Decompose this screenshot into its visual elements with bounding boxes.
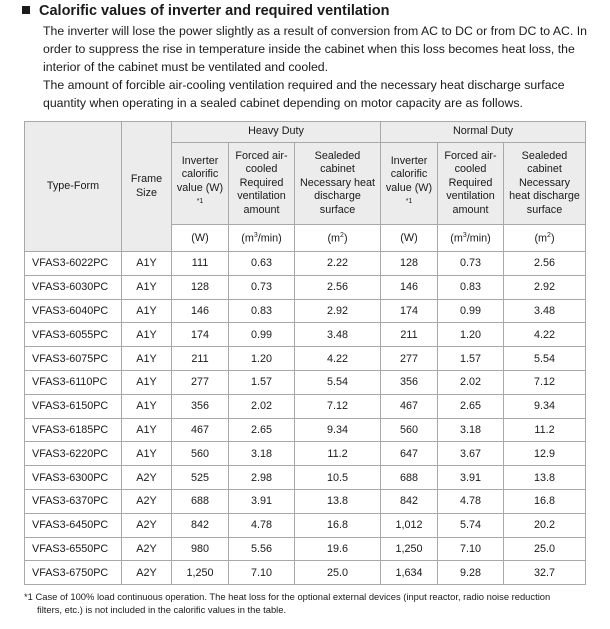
cell-hd-forced-air: 2.98 [229,466,295,490]
cell-nd-forced-air: 0.73 [438,252,504,276]
cell-frame-size: A2Y [122,466,172,490]
cell-nd-forced-air: 3.67 [438,442,504,466]
cell-frame-size: A1Y [122,370,172,394]
intro-paragraph: The inverter will lose the power slightly as a result of conversion from AC to DC or from DC to AC. In order to suppress the rise in temperature inside the cabinet when this loss becomes heat loss, the interior of the cabinet must be ventilated and cooled. [43,24,587,74]
cell-frame-size: A1Y [122,323,172,347]
table-row [25,275,586,299]
cell-frame-size: A1Y [122,442,172,466]
cell-hd-forced-air: 4.78 [229,513,295,537]
cell-nd-sealed-surface: 25.0 [504,537,586,561]
cell-hd-sealed-surface: 2.22 [295,252,381,276]
cell-nd-sealed-surface: 32.7 [504,561,586,585]
cell-nd-sealed-surface: 3.48 [504,299,586,323]
cell-frame-size: A2Y [122,489,172,513]
cell-hd-sealed-surface: 19.6 [295,537,381,561]
cell-type-form: VFAS3-6370PC [25,489,122,513]
cell-type-form: VFAS3-6022PC [25,252,122,276]
cell-frame-size: A1Y [122,299,172,323]
cell-frame-size: A2Y [122,513,172,537]
cell-nd-sealed-surface: 7.12 [504,370,586,394]
heading-text: Calorific values of inverter and required ventilation [39,3,390,19]
cell-hd-calorific: 174 [172,323,229,347]
cell-hd-sealed-surface: 5.54 [295,370,381,394]
cell-hd-forced-air: 1.57 [229,370,295,394]
cell-nd-sealed-surface: 5.54 [504,347,586,371]
cell-frame-size: A1Y [122,347,172,371]
header-hd-forced-air: Forced air-cooled Required ventilation amount [229,143,295,225]
cell-nd-sealed-surface: 13.8 [504,466,586,490]
cell-nd-calorific: 688 [381,466,438,490]
cell-nd-forced-air: 2.65 [438,394,504,418]
cell-hd-forced-air: 0.63 [229,252,295,276]
table-row [25,442,586,466]
header-nd-forced-air: Forced air-cooled Required ventilation amount [438,143,504,225]
table-row [25,537,586,561]
cell-nd-calorific: 174 [381,299,438,323]
cell-nd-calorific: 146 [381,275,438,299]
header-normal-duty: Normal Duty [381,122,586,143]
cell-nd-sealed-surface: 2.92 [504,275,586,299]
cell-nd-sealed-surface: 16.8 [504,489,586,513]
cell-hd-forced-air: 3.91 [229,489,295,513]
table-row [25,370,586,394]
cell-nd-sealed-surface: 2.56 [504,252,586,276]
cell-hd-sealed-surface: 16.8 [295,513,381,537]
header-frame-size: Frame Size [122,122,172,252]
cell-frame-size: A1Y [122,394,172,418]
table-row [25,489,586,513]
cell-hd-forced-air: 7.10 [229,561,295,585]
cell-type-form: VFAS3-6550PC [25,537,122,561]
cell-nd-sealed-surface: 12.9 [504,442,586,466]
calorific-table [24,121,586,585]
cell-nd-calorific: 128 [381,252,438,276]
square-bullet-icon [22,6,30,14]
footnote-marker: *1 [405,198,413,206]
unit-hd-w: (W) [172,225,229,252]
cell-nd-forced-air: 1.20 [438,323,504,347]
cell-nd-sealed-surface: 20.2 [504,513,586,537]
cell-hd-sealed-surface: 2.56 [295,275,381,299]
cell-hd-sealed-surface: 3.48 [295,323,381,347]
cell-nd-forced-air: 9.28 [438,561,504,585]
cell-frame-size: A2Y [122,537,172,561]
cell-hd-forced-air: 5.56 [229,537,295,561]
unit-hd-m3: $(m^3/\min)$ [229,225,295,252]
header-hd-calorific [172,143,229,225]
cell-nd-forced-air: 5.74 [438,513,504,537]
cell-hd-sealed-surface: 7.12 [295,394,381,418]
cell-nd-forced-air: 3.91 [438,466,504,490]
cell-frame-size: A1Y [122,418,172,442]
table-row [25,466,586,490]
cell-nd-sealed-surface: 4.22 [504,323,586,347]
cell-type-form: VFAS3-6300PC [25,466,122,490]
cell-hd-calorific: 111 [172,252,229,276]
cell-frame-size: A2Y [122,561,172,585]
cell-hd-calorific: 1,250 [172,561,229,585]
cell-hd-calorific: 980 [172,537,229,561]
cell-hd-forced-air: 3.18 [229,442,295,466]
cell-hd-sealed-surface: 13.8 [295,489,381,513]
table-row [25,513,586,537]
cell-nd-forced-air: 3.18 [438,418,504,442]
cell-nd-forced-air: 1.57 [438,347,504,371]
cell-type-form: VFAS3-6040PC [25,299,122,323]
table-row [25,561,586,585]
header-hd-calorific-label: Inverter calorific value (W) [176,154,224,194]
table-row [25,394,586,418]
cell-type-form: VFAS3-6185PC [25,418,122,442]
header-nd-sealed-cabinet: Sealeded cabinet Necessary heat discharge surface [504,143,586,225]
cell-nd-calorific: 356 [381,370,438,394]
footnote-marker: *1 [196,198,204,206]
header-hd-sealed-cabinet: Sealeded cabinet Necessary heat discharge surface [295,143,381,225]
cell-hd-sealed-surface: 2.92 [295,299,381,323]
cell-hd-forced-air: 0.83 [229,299,295,323]
unit-nd-m3: $(m^3/\min)$ [438,225,504,252]
cell-nd-calorific: 467 [381,394,438,418]
cell-hd-calorific: 356 [172,394,229,418]
cell-frame-size: A1Y [122,252,172,276]
cell-hd-calorific: 211 [172,347,229,371]
table-row [25,418,586,442]
cell-hd-calorific: 688 [172,489,229,513]
cell-hd-sealed-surface: 9.34 [295,418,381,442]
table-row [25,347,586,371]
header-heavy-duty: Heavy Duty [172,122,381,143]
cell-hd-sealed-surface: 25.0 [295,561,381,585]
header-type-form: Type-Form [25,122,122,252]
cell-type-form: VFAS3-6220PC [25,442,122,466]
cell-nd-forced-air: 4.78 [438,489,504,513]
cell-nd-calorific: 1,634 [381,561,438,585]
header-nd-calorific [381,143,438,225]
table-row [25,252,586,276]
cell-hd-calorific: 467 [172,418,229,442]
unit-nd-m2: $(m^2)$ [504,225,586,252]
cell-hd-sealed-surface: 11.2 [295,442,381,466]
cell-frame-size: A1Y [122,275,172,299]
unit-nd-w: (W) [381,225,438,252]
header-nd-calorific-label: Inverter calorific value (W) [385,154,433,194]
table-row [25,323,586,347]
cell-nd-calorific: 647 [381,442,438,466]
cell-type-form: VFAS3-6750PC [25,561,122,585]
ventilation-paragraph: The amount of forcible air-cooling ventilation required and the necessary heat discharge surface quantity when operating in a sealed cabinet depending on motor capacity are as follows. [43,78,565,110]
cell-type-form: VFAS3-6030PC [25,275,122,299]
cell-hd-calorific: 277 [172,370,229,394]
cell-hd-calorific: 128 [172,275,229,299]
table-body [25,252,586,585]
cell-hd-forced-air: 2.65 [229,418,295,442]
cell-nd-calorific: 842 [381,489,438,513]
cell-hd-forced-air: 0.99 [229,323,295,347]
cell-hd-forced-air: 2.02 [229,394,295,418]
table-row [25,299,586,323]
cell-nd-calorific: 277 [381,347,438,371]
footnote-text: *1 Case of 100% load continuous operation. The heat loss for the optional external devices (input reactor, radio noise reduction filters, etc.) is not included in the calorific values in the table. [24,591,551,615]
cell-nd-forced-air: 7.10 [438,537,504,561]
cell-nd-calorific: 1,250 [381,537,438,561]
footnote [24,590,606,616]
cell-type-form: VFAS3-6150PC [25,394,122,418]
cell-nd-sealed-surface: 9.34 [504,394,586,418]
cell-nd-sealed-surface: 11.2 [504,418,586,442]
cell-type-form: VFAS3-6075PC [25,347,122,371]
cell-hd-forced-air: 0.73 [229,275,295,299]
unit-hd-m2: $(m^2)$ [295,225,381,252]
cell-type-form: VFAS3-6055PC [25,323,122,347]
section-heading [22,3,390,19]
cell-nd-forced-air: 0.99 [438,299,504,323]
cell-nd-calorific: 560 [381,418,438,442]
cell-type-form: VFAS3-6450PC [25,513,122,537]
cell-nd-forced-air: 0.83 [438,275,504,299]
cell-nd-calorific: 1,012 [381,513,438,537]
cell-hd-calorific: 525 [172,466,229,490]
cell-hd-forced-air: 1.20 [229,347,295,371]
cell-hd-calorific: 560 [172,442,229,466]
cell-hd-calorific: 842 [172,513,229,537]
cell-nd-calorific: 211 [381,323,438,347]
cell-hd-sealed-surface: 4.22 [295,347,381,371]
cell-type-form: VFAS3-6110PC [25,370,122,394]
cell-hd-sealed-surface: 10.5 [295,466,381,490]
cell-hd-calorific: 146 [172,299,229,323]
cell-nd-forced-air: 2.02 [438,370,504,394]
